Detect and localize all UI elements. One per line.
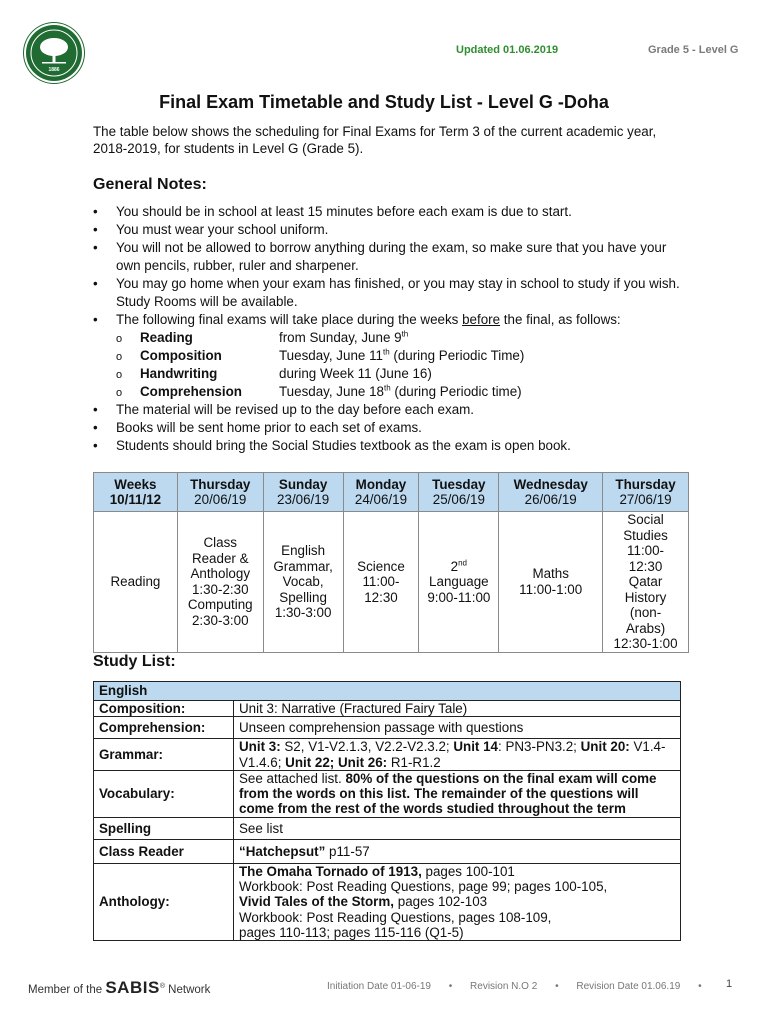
- cell-line: 11:00-: [362, 574, 400, 589]
- day-name: Monday: [355, 476, 407, 492]
- intro-paragraph: The table below shows the scheduling for Final Exams for Term 3 of the current academic year, 2018-2019, for students in Level G (Grade 5).: [93, 124, 657, 156]
- cell-line: 12:30: [364, 589, 398, 605]
- grade-level: Grade 5 - Level G: [648, 44, 739, 56]
- anthology-line: [239, 894, 675, 909]
- ordinal-suffix: th: [382, 347, 390, 357]
- day-header: [419, 473, 499, 512]
- circle-bullet-icon: o: [116, 387, 123, 399]
- footer-text: Network: [164, 984, 211, 996]
- unit-detail: : PN3-PN3.2;: [498, 739, 581, 755]
- cell-line: 11:00-1:00: [519, 581, 583, 597]
- pre-exam-note: (during Periodic time): [390, 384, 522, 399]
- exam-cell-sun-23: [263, 512, 343, 653]
- exam-cell-mon-24: [343, 512, 419, 653]
- anthology-line: Workbook: Post Reading Questions, page 99; pages 100-105,: [239, 879, 608, 895]
- story-title: The Omaha Tornado of 1913,: [239, 863, 422, 879]
- cell-line: 12:30: [628, 558, 663, 574]
- study-key: Class Reader: [94, 839, 234, 863]
- cell-line: 1:30-2:30: [191, 581, 249, 597]
- footer-separator: •: [448, 981, 453, 992]
- cell-line: Class: [203, 535, 237, 551]
- general-notes-heading: General Notes:: [93, 176, 207, 193]
- day-header: [263, 473, 343, 512]
- study-value: Unseen comprehension passage with questions: [234, 717, 681, 739]
- cell-line: 9:00-11:00: [427, 589, 491, 605]
- cell-line: Qatar: [628, 574, 663, 589]
- study-value: [234, 839, 681, 863]
- note-item: • You should be in school at least 15 minutes before each exam is due to start.: [93, 203, 693, 221]
- initiation-date: Initiation Date 01-06-19: [327, 981, 431, 992]
- cell-line: 1:30-3:00: [274, 605, 332, 620]
- note-text: The following final exams will take place during the weeks: [116, 312, 463, 327]
- sabis-network-logo: [28, 978, 210, 998]
- study-row: [94, 817, 681, 839]
- cell-line: (non-: [629, 605, 662, 620]
- exam-cell-thu-20: [177, 512, 263, 653]
- study-value: See list: [234, 817, 681, 839]
- weeks-value: 10/11/12: [109, 492, 162, 507]
- subject-label: English: [94, 682, 681, 701]
- weeks-header: [94, 473, 178, 512]
- day-header: [603, 473, 689, 512]
- note-text: the final, as follows:: [500, 312, 621, 327]
- cell-line: Grammar,: [273, 558, 333, 574]
- circle-bullet-icon: o: [116, 351, 123, 363]
- note-item: • Students should bring the Social Studies textbook as the exam is open book.: [93, 437, 693, 455]
- note-underlined: before: [462, 312, 501, 327]
- note-item: • Books will be sent home prior to each set of exams.: [93, 419, 693, 437]
- ordinal-suffix: nd: [458, 558, 468, 568]
- footer-info: [327, 981, 717, 992]
- cell-line: Social: [627, 512, 664, 527]
- pre-exam-item: [93, 383, 693, 401]
- ordinal-suffix: th: [383, 383, 391, 393]
- day-header: [177, 473, 263, 512]
- story-pages: pages 102-103: [394, 894, 488, 910]
- study-key: Grammar:: [94, 739, 234, 771]
- pre-exam-item: [93, 365, 693, 383]
- day-name: Tuesday: [432, 476, 486, 492]
- unit-detail: V1.4-V1.4.6;: [239, 739, 666, 770]
- cell-line: Spelling: [279, 589, 327, 605]
- cell-line: Vocab,: [282, 574, 324, 589]
- study-list-table: [93, 681, 681, 941]
- note-item: • The material will be revised up to the day before each exam.: [93, 401, 693, 419]
- reader-pages: p11-57: [325, 843, 370, 859]
- study-row: [94, 717, 681, 739]
- cell-line: Science: [357, 558, 405, 574]
- pre-exam-item: [93, 347, 693, 365]
- day-name: Wednesday: [513, 476, 588, 492]
- circle-bullet-icon: o: [116, 369, 123, 381]
- day-date: 27/06/19: [619, 492, 672, 507]
- exam-cell-wed-26: [499, 512, 603, 653]
- pre-exam-item: [93, 329, 693, 347]
- reading-cell: Reading: [94, 512, 178, 653]
- cell-line: 11:00-: [627, 543, 665, 558]
- study-row: [94, 701, 681, 717]
- day-date: 23/06/19: [277, 492, 330, 507]
- study-value: [234, 863, 681, 940]
- study-list-heading: Study List:: [93, 653, 176, 670]
- note-item: • You must wear your school uniform.: [93, 221, 693, 239]
- unit-detail: S2, V1-V2.1.3, V2.2-V2.3.2;: [280, 739, 454, 755]
- cell-line: Arabs): [625, 620, 666, 636]
- cell-line: Language: [429, 574, 489, 589]
- vocab-bold-text: 80% of the questions on the final exam will come from the words on this list. The remainder of the questions will come from the rest of the words studied throughout the term: [239, 770, 657, 817]
- ordinal-suffix: th: [401, 329, 409, 339]
- unit-ref: Unit 26:: [338, 754, 388, 770]
- story-title: Vivid Tales of the Storm,: [239, 894, 395, 910]
- study-key: Composition:: [94, 701, 234, 717]
- cell-line: Maths: [532, 566, 569, 582]
- exam-cell-thu-27: [603, 512, 689, 653]
- cell-text: 2: [450, 558, 459, 574]
- cell-line: History: [624, 589, 667, 605]
- story-pages: pages 100-101: [421, 863, 515, 879]
- pre-exam-name: Comprehension: [140, 384, 242, 399]
- anthology-line: Workbook: Post Reading Questions, pages 108-109,: [239, 909, 552, 925]
- updated-date: Updated 01.06.2019: [456, 44, 559, 56]
- unit-ref: Unit 14: [453, 739, 499, 755]
- study-row: [94, 839, 681, 863]
- cell-line: Anthology: [190, 566, 251, 582]
- weeks-label: Weeks: [114, 476, 157, 492]
- footer-text: Member of the: [28, 984, 106, 996]
- study-row: [94, 863, 681, 940]
- vocab-text: See attached list.: [239, 770, 346, 786]
- schedule-row: [94, 512, 689, 653]
- day-name: Thursday: [615, 476, 676, 492]
- day-date: 24/06/19: [354, 492, 408, 507]
- study-key: Vocabulary:: [94, 770, 234, 817]
- pre-exam-date: Tuesday, June 18: [279, 384, 384, 399]
- day-name: Thursday: [190, 476, 251, 492]
- footer-separator: •: [555, 981, 559, 992]
- study-value: [234, 770, 681, 817]
- study-row: [94, 739, 681, 771]
- page-number: 1: [726, 978, 733, 990]
- cell-line: English: [281, 543, 326, 558]
- footer-separator: •: [698, 981, 702, 992]
- unit-ref: Unit 22;: [285, 754, 335, 770]
- logo-year: 1886: [48, 67, 60, 73]
- exam-schedule-table: [93, 472, 689, 653]
- page-title: Final Exam Timetable and Study List - Level G -Doha: [159, 92, 609, 112]
- pre-exam-name: Composition: [140, 348, 222, 363]
- school-logo: [28, 27, 80, 79]
- study-value: Unit 3: Narrative (Fractured Fairy Tale): [234, 701, 681, 717]
- pre-exam-date: from Sunday, June 9: [279, 330, 402, 345]
- pre-exam-note: (during Periodic Time): [389, 348, 525, 363]
- cell-line: Computing: [187, 597, 253, 613]
- pre-exam-name: Reading: [140, 330, 193, 345]
- reader-title: “Hatchepsut”: [239, 843, 326, 859]
- study-value: [234, 739, 681, 771]
- cell-line: Reader &: [191, 550, 249, 566]
- unit-ref: Unit 3:: [239, 739, 281, 755]
- cell-line: 12:30-1:00: [613, 636, 678, 651]
- revision-date: Revision Date 01.06.19: [576, 981, 681, 992]
- exam-cell-tue-25: [419, 512, 499, 653]
- anthology-line: pages 110-113; pages 115-116 (Q1-5): [239, 924, 464, 940]
- study-key: Comprehension:: [94, 717, 234, 739]
- unit-ref: Unit 20:: [580, 739, 630, 755]
- unit-detail: R1-R1.2: [387, 754, 441, 770]
- registered-mark: ®: [159, 983, 165, 991]
- pre-exam-name: Handwriting: [140, 366, 218, 381]
- subject-row: [94, 682, 681, 701]
- pre-exam-date: during Week 11 (June 16): [279, 366, 432, 381]
- general-notes-list: [93, 203, 693, 455]
- day-date: 26/06/19: [524, 492, 577, 507]
- day-header: [343, 473, 419, 512]
- cell-line: 2:30-3:00: [191, 612, 249, 628]
- study-key: Anthology:: [94, 863, 234, 940]
- day-name: Sunday: [278, 476, 328, 492]
- study-key: Spelling: [94, 817, 234, 839]
- note-item-weeks-before: [93, 311, 693, 329]
- pre-exam-date: Tuesday, June 11: [279, 348, 383, 363]
- day-date: 25/06/19: [432, 492, 485, 507]
- revision-number: Revision N.O 2: [470, 981, 538, 992]
- study-row: [94, 770, 681, 817]
- cell-line: Studies: [623, 527, 668, 543]
- schedule-header-row: [94, 473, 689, 512]
- note-item: • You may go home when your exam has finished, or you may stay in school to study if you wish. Study Rooms will be available.: [93, 275, 693, 311]
- sabis-brand: SABIS: [105, 978, 160, 997]
- anthology-line: [239, 864, 675, 879]
- note-item: • You will not be allowed to borrow anything during the exam, so make sure that you have your own pencils, rubber, ruler and sharpener.: [93, 239, 693, 275]
- day-header: [499, 473, 603, 512]
- cell-line: [421, 559, 496, 575]
- circle-bullet-icon: o: [116, 333, 123, 345]
- day-date: 20/06/19: [194, 492, 247, 507]
